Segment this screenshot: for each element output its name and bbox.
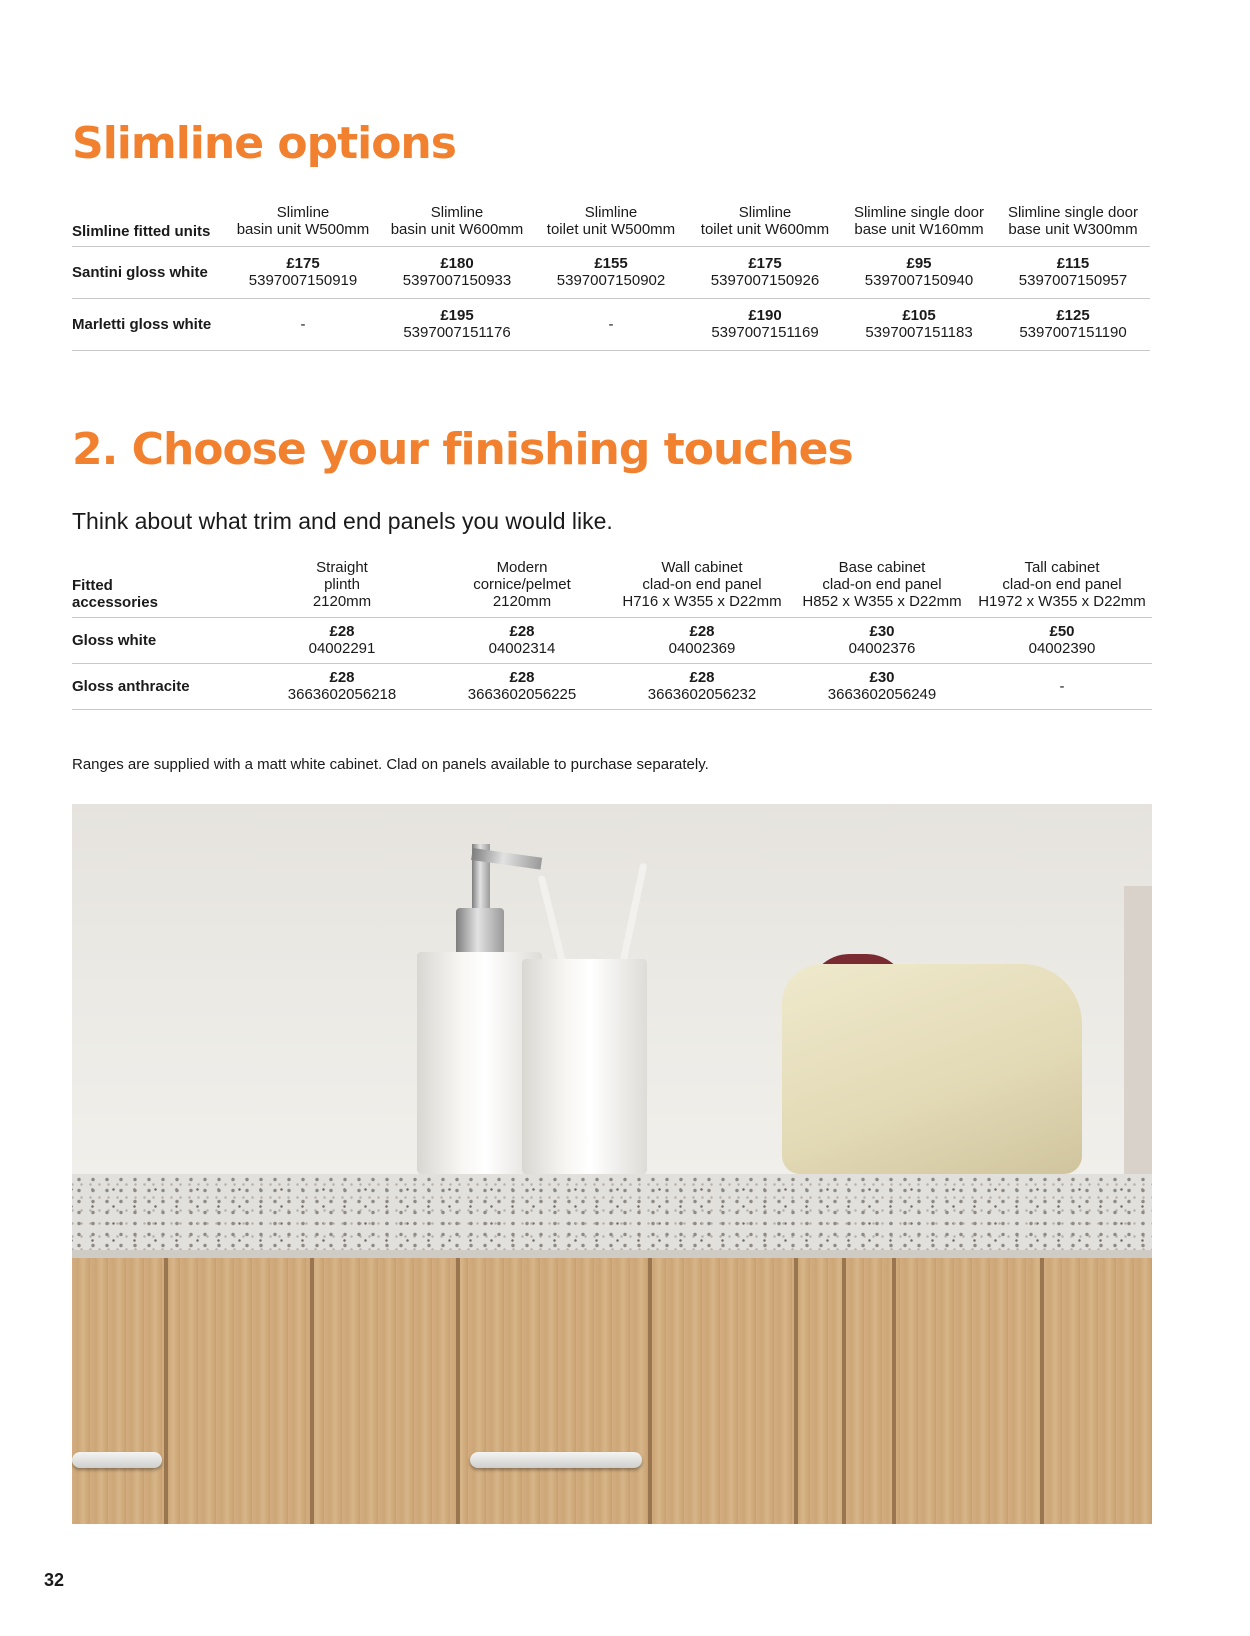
column-header: Base cabinet clad-on end panel H852 x W355 x D22mm [802,559,962,611]
row-label: Santini gloss white [72,246,226,298]
table-cell: £28 04002314 [432,617,612,663]
row-label: Marletti gloss white [72,298,226,350]
photo-box [1124,886,1152,1186]
door-gap [842,1258,846,1524]
row-label: Gloss anthracite [72,663,252,709]
table-header-row [72,559,1152,617]
table-row [72,617,1152,663]
oak-cabinet-doors [72,1258,1152,1524]
table-cell: £28 04002369 [612,617,792,663]
worktop-edge [72,1250,1152,1258]
column-header: Slimline basin unit W500mm [236,203,370,238]
table-cell: £195 5397007151176 [380,298,534,350]
table-row [72,246,1150,298]
section-title-finishing-touches: 2. Choose your finishing touches [72,424,853,475]
cabinet-handle [470,1452,642,1468]
fitted-accessories-table [72,559,1152,710]
table-cell: £105 5397007151183 [842,298,996,350]
column-header: Slimline toilet unit W500mm [546,203,676,238]
table-cell: £115 5397007150957 [996,246,1150,298]
column-header: Modern cornice/pelmet 2120mm [473,559,571,611]
column-header: Slimline toilet unit W600mm [700,203,830,238]
section-title-slimline: Slimline options [72,118,456,169]
table-corner-label: Fitted accessories [72,576,158,611]
table-cell: £180 5397007150933 [380,246,534,298]
table-row [72,663,1152,709]
column-header: Slimline single door base unit W300mm [1007,203,1139,238]
table-cell: £155 5397007150902 [534,246,688,298]
table-cell: £125 5397007151190 [996,298,1150,350]
page-number: 32 [44,1570,65,1590]
table-cell: £28 3663602056232 [612,663,792,709]
door-gap [310,1258,314,1524]
door-gap [648,1258,652,1524]
table-cell: £175 5397007150926 [688,246,842,298]
wash-bag [782,964,1082,1174]
door-gap [794,1258,798,1524]
table-cell: £28 3663602056225 [432,663,612,709]
table-cell: £28 04002291 [252,617,432,663]
table-cell: £190 5397007151169 [688,298,842,350]
table-cell: £95 5397007150940 [842,246,996,298]
table-cell: £50 04002390 [972,617,1152,663]
table-cell: £30 3663602056249 [792,663,972,709]
table-row [72,298,1150,350]
column-header: Wall cabinet clad-on end panel H716 x W355 x D22mm [622,559,782,611]
slimline-options-table [72,202,1150,351]
column-header: Tall cabinet clad-on end panel H1972 x W355 x D22mm [978,559,1146,611]
soap-pump-collar [456,908,504,958]
door-gap [1040,1258,1044,1524]
terrazzo-worktop [72,1174,1152,1254]
bathroom-product-photo [72,804,1152,1524]
toothbrush-holder [522,959,647,1174]
table-cell: - [534,298,688,350]
table-cell: £30 04002376 [792,617,972,663]
section-subtitle: Think about what trim and end panels you would like. [72,508,613,534]
table-cell: £175 5397007150919 [226,246,380,298]
footnote: Ranges are supplied with a matt white cabinet. Clad on panels available to purchase separately. [72,756,709,773]
door-gap [892,1258,896,1524]
door-gap [164,1258,168,1524]
column-header: Slimline basin unit W600mm [390,203,524,238]
row-label: Gloss white [72,617,252,663]
table-header-row [72,202,1150,246]
door-gap [456,1258,460,1524]
cabinet-handle [72,1452,162,1468]
table-cell: - [226,298,380,350]
table-cell: £28 3663602056218 [252,663,432,709]
table-corner-label: Slimline fitted units [72,222,211,240]
column-header: Slimline single door base unit W160mm [853,203,985,238]
table-cell: - [972,663,1152,709]
column-header: Straight plinth 2120mm [312,559,372,611]
